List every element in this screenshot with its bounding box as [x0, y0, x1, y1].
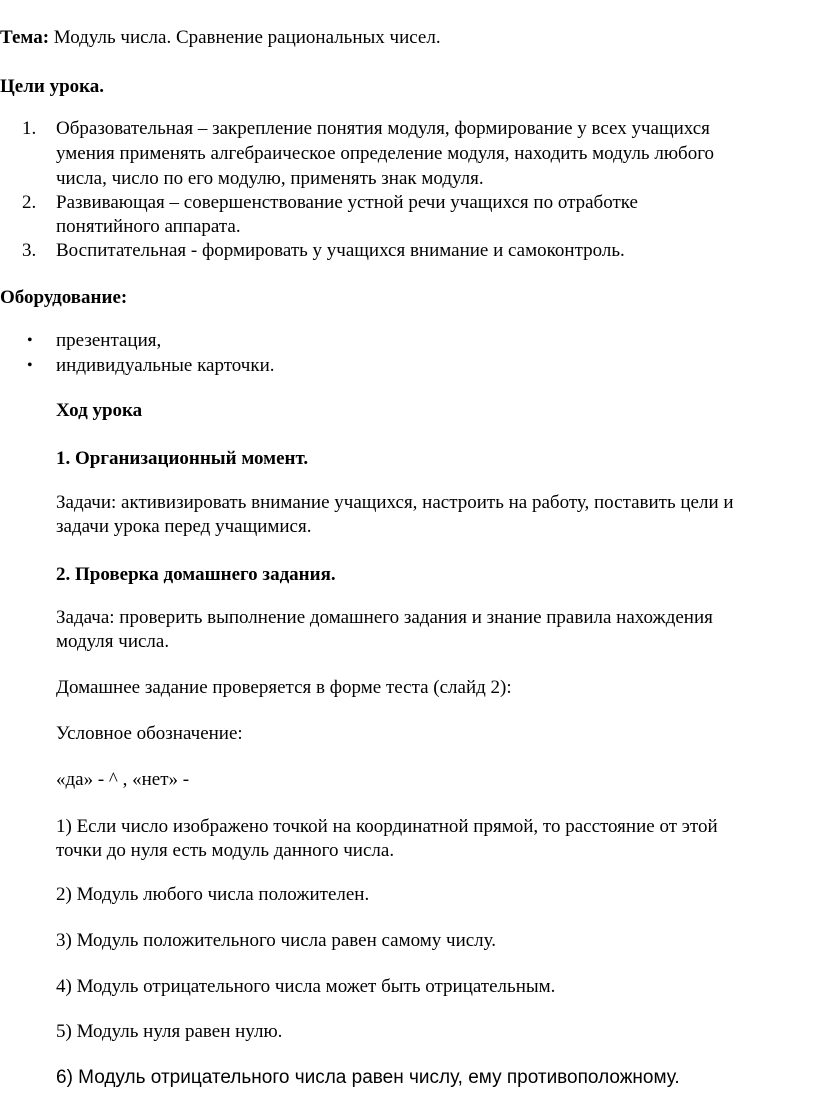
- goal-line: числа, число по его модулю, применять знак модуля.: [56, 168, 484, 189]
- lesson-heading: Ход урока: [56, 400, 143, 421]
- statement-line: 2) Модуль любого числа положителен.: [56, 884, 370, 905]
- legend: «да» - ^ , «нет» -: [56, 769, 190, 790]
- goal-line: умения применять алгебраическое определение модуля, находить модуль любого: [56, 143, 715, 164]
- statement-line: 5) Модуль нуля равен нулю.: [56, 1021, 283, 1042]
- section2-task-line: Задача: проверить выполнение домашнего задания и знание правила нахождения: [56, 607, 713, 628]
- statement-line: 1) Если число изображено точкой на координатной прямой, то расстояние от этой: [56, 816, 718, 837]
- section2-heading: 2. Проверка домашнего задания.: [56, 564, 336, 585]
- goals-heading: Цели урока.: [0, 76, 105, 97]
- goal-line: понятийного аппарата.: [56, 216, 241, 237]
- goal-number: 3.: [22, 240, 37, 261]
- homework-note: Домашнее задание проверяется в форме теста (слайд 2):: [56, 677, 512, 698]
- goal-number: 2.: [22, 192, 37, 213]
- statement-line: 4) Модуль отрицательного числа может быть отрицательным.: [56, 976, 556, 997]
- bullet-icon: •: [27, 332, 33, 349]
- statement-line: 6) Модуль отрицательного числа равен числу, ему противоположному.: [56, 1067, 680, 1088]
- goal-line: Образовательная – закрепление понятия модуля, формирование у всех учащихся: [56, 118, 710, 139]
- statement-line: 3) Модуль положительного числа равен самому числу.: [56, 930, 497, 951]
- topic-text: Модуль числа. Сравнение рациональных чисел.: [49, 27, 441, 48]
- section1-text-line: Задачи: активизировать внимание учащихся, настроить на работу, поставить цели и: [56, 492, 734, 513]
- bullet-icon: •: [27, 357, 33, 374]
- goal-number: 1.: [22, 118, 37, 139]
- goal-line: Воспитательная - формировать у учащихся внимание и самоконтроль.: [56, 240, 625, 261]
- section2-task-line: модуля числа.: [56, 631, 170, 652]
- equipment-heading: Оборудование:: [0, 287, 128, 308]
- equipment-item: индивидуальные карточки.: [56, 355, 275, 376]
- legend-title: Условное обозначение:: [56, 723, 243, 744]
- section1-text-line: задачи урока перед учащимися.: [56, 516, 312, 537]
- statement-line: точки до нуля есть модуль данного числа.: [56, 840, 395, 861]
- topic-line: [0, 27, 441, 49]
- equipment-item: презентация,: [56, 330, 162, 351]
- topic-label: Тема:: [0, 27, 50, 48]
- goal-line: Развивающая – совершенствование устной речи учащихся по отработке: [56, 192, 638, 213]
- section1-heading: 1. Организационный момент.: [56, 448, 309, 469]
